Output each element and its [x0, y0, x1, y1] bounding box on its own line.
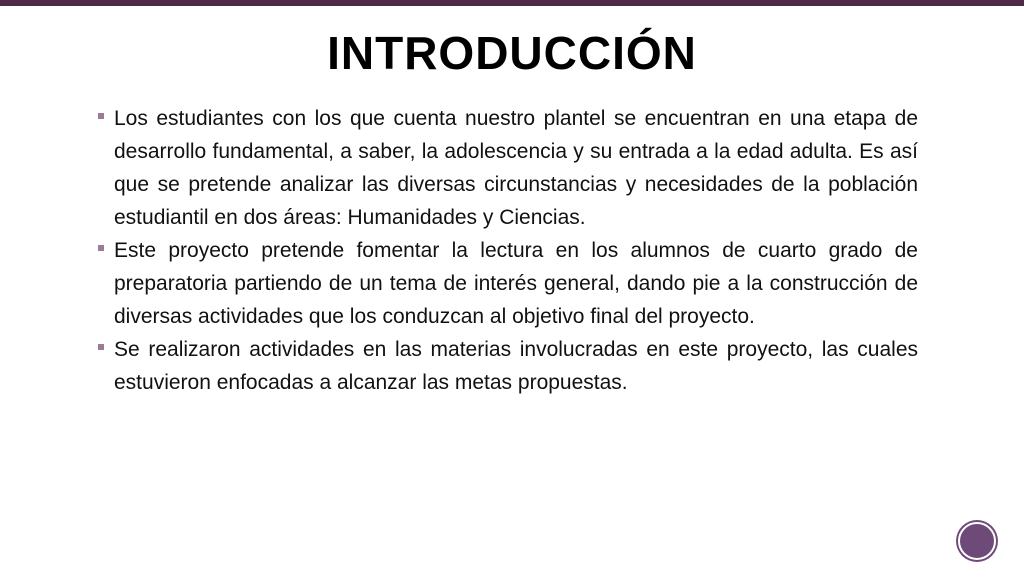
top-accent-bar	[0, 0, 1024, 6]
slide-number-badge	[958, 522, 996, 560]
bullet-text: Los estudiantes con los que cuenta nuestro plantel se encuentran en una etapa de desarrollo fundamental, a saber, la adolescencia y su entrada a la edad adulta. Es así que se pretende analizar las diversas circunstancias y necesidades de la población estudiantil en dos áreas: Humanidades y Ciencias.	[114, 107, 918, 229]
square-bullet-icon	[98, 113, 104, 119]
bullet-text: Este proyecto pretende fomentar la lectura en los alumnos de cuarto grado de preparatoria partiendo de un tema de interés general, dando pie a la construcción de diversas actividades que los conduzcan al objetivo final del proyecto.	[114, 239, 918, 328]
bullet-item	[96, 234, 918, 333]
bullet-text: Se realizaron actividades en las materias involucradas en este proyecto, las cuales estuvieron enfocadas a alcanzar las metas propuestas.	[114, 338, 918, 394]
slide-title: INTRODUCCIÓN	[327, 27, 697, 79]
bullet-list	[96, 102, 918, 399]
square-bullet-icon	[98, 344, 104, 350]
bullet-item	[96, 333, 918, 399]
square-bullet-icon	[98, 245, 104, 251]
bullet-item	[96, 102, 918, 234]
